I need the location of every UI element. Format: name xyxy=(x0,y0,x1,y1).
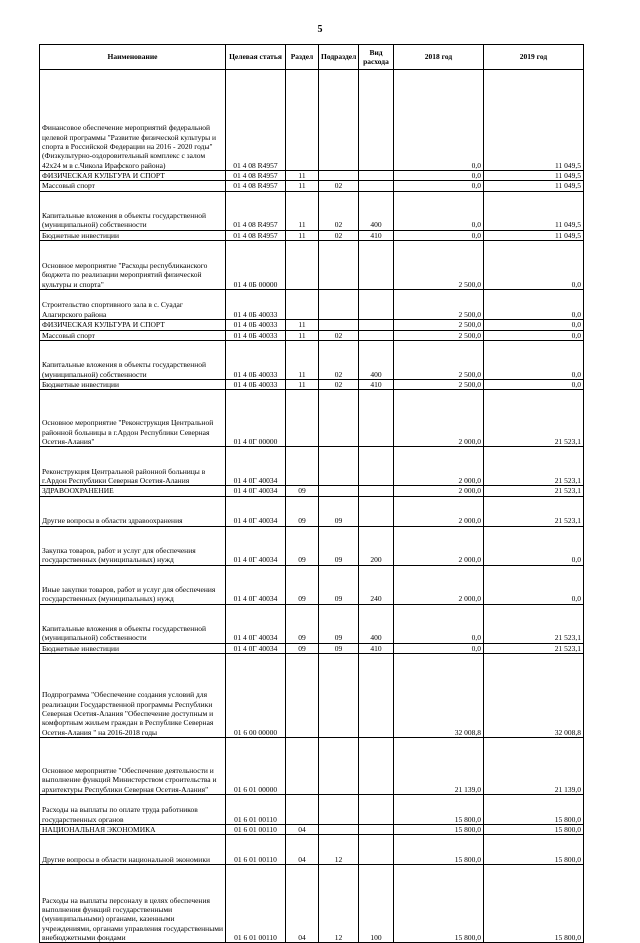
row-amount-2019: 15 800,0 xyxy=(484,865,584,943)
table-row xyxy=(40,181,584,191)
row-name: Другие вопросы в области национальной экономики xyxy=(40,835,226,865)
row-section: 09 xyxy=(286,604,319,643)
table-row xyxy=(40,191,584,230)
row-name: Расходы на выплаты по оплате труда работников государственных органов xyxy=(40,795,226,825)
row-subsection xyxy=(319,290,359,320)
row-amount-2019: 0,0 xyxy=(484,526,584,565)
row-subsection xyxy=(319,390,359,447)
row-subsection: 12 xyxy=(319,865,359,943)
row-section: 11 xyxy=(286,379,319,389)
row-amount-2019: 11 049,5 xyxy=(484,230,584,240)
row-amount-2019: 15 800,0 xyxy=(484,795,584,825)
row-subsection: 09 xyxy=(319,604,359,643)
row-amount-2018: 15 800,0 xyxy=(394,865,484,943)
row-target-article: 01 4 08 R4957 xyxy=(226,230,286,240)
row-expense-type xyxy=(359,654,394,738)
row-target-article: 01 6 00 00000 xyxy=(226,654,286,738)
header-year-2019: 2019 год xyxy=(484,45,584,70)
row-section xyxy=(286,290,319,320)
table-row xyxy=(40,825,584,835)
row-amount-2018: 2 500,0 xyxy=(394,320,484,330)
row-section: 11 xyxy=(286,191,319,230)
table-row xyxy=(40,643,584,653)
row-subsection: 09 xyxy=(319,565,359,604)
row-name: Бюджетные инвестиции xyxy=(40,230,226,240)
row-section: 04 xyxy=(286,835,319,865)
table-row xyxy=(40,447,584,486)
row-expense-type: 400 xyxy=(359,604,394,643)
row-subsection xyxy=(319,447,359,486)
row-subsection: 09 xyxy=(319,643,359,653)
table-row xyxy=(40,320,584,330)
row-amount-2018: 2 500,0 xyxy=(394,340,484,379)
row-amount-2019: 0,0 xyxy=(484,241,584,290)
row-amount-2019: 0,0 xyxy=(484,320,584,330)
row-amount-2019: 0,0 xyxy=(484,565,584,604)
row-target-article: 01 4 0Г 40034 xyxy=(226,486,286,496)
row-subsection: 02 xyxy=(319,379,359,389)
row-amount-2018: 2 000,0 xyxy=(394,496,484,526)
row-expense-type xyxy=(359,447,394,486)
row-amount-2018: 2 500,0 xyxy=(394,290,484,320)
row-expense-type: 240 xyxy=(359,565,394,604)
row-section: 04 xyxy=(286,825,319,835)
row-section xyxy=(286,70,319,171)
table-row xyxy=(40,171,584,181)
table-row xyxy=(40,565,584,604)
row-section: 11 xyxy=(286,330,319,340)
row-amount-2019: 21 523,1 xyxy=(484,604,584,643)
row-expense-type xyxy=(359,486,394,496)
row-amount-2019: 11 049,5 xyxy=(484,70,584,171)
row-expense-type xyxy=(359,171,394,181)
row-name: Другие вопросы в области здравоохранения xyxy=(40,496,226,526)
row-amount-2019: 15 800,0 xyxy=(484,825,584,835)
row-amount-2018: 2 000,0 xyxy=(394,447,484,486)
row-name: Основное мероприятие "Реконструкция Центральной районной больницы в г.Ардон Республики Северная Осетия-Алания" xyxy=(40,390,226,447)
row-amount-2019: 11 049,5 xyxy=(484,171,584,181)
row-subsection: 02 xyxy=(319,340,359,379)
row-name: ФИЗИЧЕСКАЯ КУЛЬТУРА И СПОРТ xyxy=(40,171,226,181)
row-amount-2018: 2 000,0 xyxy=(394,565,484,604)
row-name: Капитальные вложения в объекты государственной (муниципальной) собственности xyxy=(40,340,226,379)
row-section xyxy=(286,390,319,447)
row-section: 09 xyxy=(286,486,319,496)
row-subsection: 02 xyxy=(319,191,359,230)
row-expense-type xyxy=(359,320,394,330)
row-expense-type xyxy=(359,825,394,835)
table-row xyxy=(40,865,584,943)
row-amount-2019: 21 523,1 xyxy=(484,496,584,526)
row-expense-type: 100 xyxy=(359,865,394,943)
row-section: 09 xyxy=(286,496,319,526)
row-subsection xyxy=(319,171,359,181)
table-row xyxy=(40,526,584,565)
table-row xyxy=(40,290,584,320)
row-section: 11 xyxy=(286,171,319,181)
row-expense-type xyxy=(359,496,394,526)
row-name: Капитальные вложения в объекты государственной (муниципальной) собственности xyxy=(40,604,226,643)
row-amount-2019: 21 523,1 xyxy=(484,390,584,447)
row-name: Строительство спортивного зала в с. Суадаг Алагирского района xyxy=(40,290,226,320)
row-name: ФИЗИЧЕСКАЯ КУЛЬТУРА И СПОРТ xyxy=(40,320,226,330)
row-target-article: 01 4 08 R4957 xyxy=(226,70,286,171)
page-number: 5 xyxy=(317,24,323,35)
table-row xyxy=(40,738,584,795)
row-amount-2018: 2 000,0 xyxy=(394,390,484,447)
row-amount-2018: 32 008,8 xyxy=(394,654,484,738)
row-target-article: 01 4 08 R4957 xyxy=(226,181,286,191)
row-amount-2018: 0,0 xyxy=(394,171,484,181)
row-expense-type: 400 xyxy=(359,340,394,379)
row-target-article: 01 4 0Г 40034 xyxy=(226,526,286,565)
row-subsection xyxy=(319,654,359,738)
row-section: 09 xyxy=(286,565,319,604)
row-expense-type xyxy=(359,330,394,340)
row-expense-type: 410 xyxy=(359,230,394,240)
row-name: Основное мероприятие "Обеспечение деятельности и выполнение функций Министерством строительства и архитектуры Республики Северная Осетия-Алания" xyxy=(40,738,226,795)
row-expense-type: 410 xyxy=(359,643,394,653)
row-section: 09 xyxy=(286,526,319,565)
row-target-article: 01 4 0Г 40034 xyxy=(226,565,286,604)
row-subsection xyxy=(319,738,359,795)
row-section xyxy=(286,795,319,825)
row-expense-type xyxy=(359,795,394,825)
row-name: НАЦИОНАЛЬНАЯ ЭКОНОМИКА xyxy=(40,825,226,835)
row-amount-2019: 21 523,1 xyxy=(484,643,584,653)
row-amount-2019: 21 523,1 xyxy=(484,447,584,486)
row-amount-2019: 0,0 xyxy=(484,379,584,389)
row-amount-2018: 0,0 xyxy=(394,181,484,191)
row-name: Массовый спорт xyxy=(40,181,226,191)
row-target-article: 01 6 01 00000 xyxy=(226,738,286,795)
row-name: Основное мероприятие "Расходы республиканского бюджета по реализации мероприятий физической культуры и спорта" xyxy=(40,241,226,290)
table-row xyxy=(40,340,584,379)
table-row xyxy=(40,230,584,240)
table-row xyxy=(40,241,584,290)
row-name: Подпрограмма "Обеспечение создания условий для реализации Государственной программы Республики Северная Осетия-Алания "Обеспечение доступным и комфортным жильем граждан в Республике Северная Осетия-Алания " на 2016-2018 годы xyxy=(40,654,226,738)
row-target-article: 01 4 0Б 40033 xyxy=(226,330,286,340)
budget-table xyxy=(39,44,584,943)
row-name: Финансовое обеспечение мероприятий федеральной целевой программы "Развитие физической культуры и спорта в Российской Федерации на 2016 - 2020 годы" (Физкультурно-оздоровительный комплекс с залом 42х24 м в с.Чикола Ирафского района) xyxy=(40,70,226,171)
row-name: Бюджетные инвестиции xyxy=(40,379,226,389)
row-subsection: 02 xyxy=(319,330,359,340)
table-row xyxy=(40,70,584,171)
row-amount-2018: 15 800,0 xyxy=(394,835,484,865)
row-expense-type xyxy=(359,70,394,171)
table-row xyxy=(40,390,584,447)
row-target-article: 01 6 01 00110 xyxy=(226,865,286,943)
row-name: ЗДРАВООХРАНЕНИЕ xyxy=(40,486,226,496)
row-expense-type xyxy=(359,390,394,447)
row-amount-2018: 2 500,0 xyxy=(394,241,484,290)
table-row xyxy=(40,496,584,526)
row-subsection: 09 xyxy=(319,496,359,526)
row-expense-type xyxy=(359,241,394,290)
row-subsection xyxy=(319,825,359,835)
row-amount-2018: 2 500,0 xyxy=(394,330,484,340)
row-expense-type xyxy=(359,835,394,865)
row-amount-2019: 0,0 xyxy=(484,290,584,320)
row-amount-2018: 2 000,0 xyxy=(394,486,484,496)
row-section: 11 xyxy=(286,181,319,191)
row-name: Бюджетные инвестиции xyxy=(40,643,226,653)
row-section xyxy=(286,241,319,290)
row-section: 11 xyxy=(286,340,319,379)
row-subsection xyxy=(319,320,359,330)
row-subsection xyxy=(319,795,359,825)
row-section xyxy=(286,654,319,738)
row-section: 11 xyxy=(286,320,319,330)
row-amount-2019: 15 800,0 xyxy=(484,835,584,865)
row-section xyxy=(286,738,319,795)
row-target-article: 01 4 0Б 40033 xyxy=(226,290,286,320)
row-target-article: 01 4 08 R4957 xyxy=(226,191,286,230)
row-amount-2018: 2 000,0 xyxy=(394,526,484,565)
row-amount-2018: 0,0 xyxy=(394,643,484,653)
row-target-article: 01 4 0Б 40033 xyxy=(226,320,286,330)
header-expense-type: Вид расхода xyxy=(359,45,394,70)
table-row xyxy=(40,604,584,643)
row-section: 11 xyxy=(286,230,319,240)
row-expense-type xyxy=(359,290,394,320)
row-amount-2019: 11 049,5 xyxy=(484,181,584,191)
row-expense-type: 200 xyxy=(359,526,394,565)
row-target-article: 01 4 0Б 40033 xyxy=(226,340,286,379)
row-section xyxy=(286,447,319,486)
row-subsection: 02 xyxy=(319,181,359,191)
row-amount-2019: 21 523,1 xyxy=(484,486,584,496)
row-section: 09 xyxy=(286,643,319,653)
header-name: Наименование xyxy=(40,45,226,70)
table-row xyxy=(40,486,584,496)
table-row xyxy=(40,330,584,340)
table-row xyxy=(40,835,584,865)
row-amount-2018: 0,0 xyxy=(394,70,484,171)
table-row xyxy=(40,654,584,738)
row-target-article: 01 4 0Г 40034 xyxy=(226,496,286,526)
row-subsection xyxy=(319,70,359,171)
row-expense-type xyxy=(359,738,394,795)
row-subsection xyxy=(319,241,359,290)
row-amount-2018: 15 800,0 xyxy=(394,795,484,825)
table-row xyxy=(40,379,584,389)
row-subsection: 12 xyxy=(319,835,359,865)
row-amount-2018: 15 800,0 xyxy=(394,825,484,835)
row-name: Расходы на выплаты персоналу в целях обеспечения выполнения функций государственными (муниципальными) органами, казенными учреждениями, органами управления государственными внебюджетными фондами xyxy=(40,865,226,943)
row-name: Иные закупки товаров, работ и услуг для обеспечения государственных (муниципальных) нужд xyxy=(40,565,226,604)
row-amount-2019: 32 008,8 xyxy=(484,654,584,738)
row-target-article: 01 6 01 00110 xyxy=(226,835,286,865)
row-name: Реконструкция Центральной районной больницы в г.Ардон Республики Северная Осетия-Алания xyxy=(40,447,226,486)
row-subsection: 02 xyxy=(319,230,359,240)
row-name: Закупка товаров, работ и услуг для обеспечения государственных (муниципальных) нужд xyxy=(40,526,226,565)
row-subsection: 09 xyxy=(319,526,359,565)
row-name: Массовый спорт xyxy=(40,330,226,340)
row-amount-2018: 2 500,0 xyxy=(394,379,484,389)
table-row xyxy=(40,795,584,825)
row-amount-2019: 0,0 xyxy=(484,330,584,340)
row-target-article: 01 4 0Г 00000 xyxy=(226,390,286,447)
header-subsection: Подраздел xyxy=(319,45,359,70)
row-target-article: 01 4 08 R4957 xyxy=(226,171,286,181)
row-amount-2019: 0,0 xyxy=(484,340,584,379)
row-amount-2019: 21 139,0 xyxy=(484,738,584,795)
header-target-article: Целевая статья xyxy=(226,45,286,70)
row-name: Капитальные вложения в объекты государственной (муниципальной) собственности xyxy=(40,191,226,230)
row-amount-2018: 0,0 xyxy=(394,604,484,643)
row-section: 04 xyxy=(286,865,319,943)
row-expense-type: 410 xyxy=(359,379,394,389)
row-target-article: 01 6 01 00110 xyxy=(226,825,286,835)
header-section: Раздел xyxy=(286,45,319,70)
row-target-article: 01 4 0Г 40034 xyxy=(226,604,286,643)
row-amount-2019: 11 049,5 xyxy=(484,191,584,230)
row-expense-type xyxy=(359,181,394,191)
row-target-article: 01 4 0Г 40034 xyxy=(226,447,286,486)
row-target-article: 01 6 01 00110 xyxy=(226,795,286,825)
table-header-row xyxy=(40,45,584,70)
row-amount-2018: 21 139,0 xyxy=(394,738,484,795)
row-amount-2018: 0,0 xyxy=(394,230,484,240)
row-expense-type: 400 xyxy=(359,191,394,230)
row-subsection xyxy=(319,486,359,496)
row-target-article: 01 4 0Г 40034 xyxy=(226,643,286,653)
row-target-article: 01 4 0Б 00000 xyxy=(226,241,286,290)
row-target-article: 01 4 0Б 40033 xyxy=(226,379,286,389)
row-amount-2018: 0,0 xyxy=(394,191,484,230)
header-year-2018: 2018 год xyxy=(394,45,484,70)
